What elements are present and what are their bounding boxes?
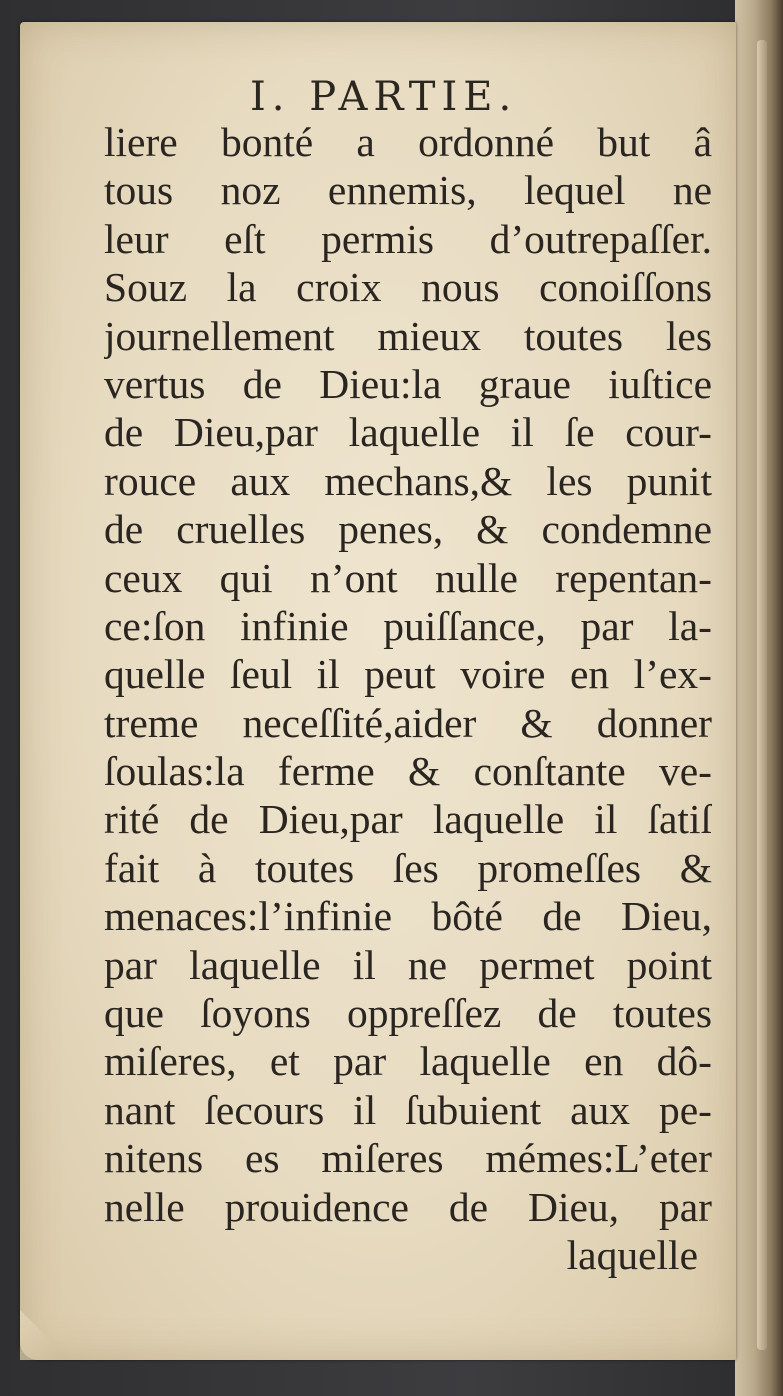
text-line: tous noz ennemis, lequel ne <box>104 167 712 214</box>
text-line: fait à toutes ſes promeſſes & <box>104 844 712 891</box>
catchword: laquelle <box>566 1231 698 1278</box>
text-line: journellement mieux toutes les <box>104 312 712 359</box>
text-line: de Dieu,par laquelle il ſe cour- <box>104 409 712 456</box>
text-line: menaces:l’infinie bôté de Dieu, <box>104 893 712 940</box>
text-line: ceux qui n’ont nulle repentan- <box>104 554 712 601</box>
body-text <box>104 118 712 1279</box>
text-line: treme neceſſité,aider & donner <box>104 699 712 746</box>
text-line: ſoulas:la ferme & conſtante ve- <box>104 748 712 795</box>
text-line: liere bonté a ordonné but â <box>104 119 712 165</box>
text-line: par laquelle il ne permet point <box>104 941 712 988</box>
text-line: nitens es miſeres mémes:L’eter <box>104 1135 712 1182</box>
text-line: Souz la croix nous conoiſſons <box>104 264 712 311</box>
text-line: nelle prouidence de Dieu, par <box>104 1183 712 1230</box>
text-line: quelle ſeul il peut voire en l’ex- <box>104 651 712 698</box>
text-line: miſeres, et par laquelle en dô- <box>104 1038 712 1085</box>
page-stack-edge <box>757 40 767 1350</box>
text-line: nant ſecours il ſubuient aux pe- <box>104 1086 712 1133</box>
text-line: de cruelles penes, & condemne <box>104 506 712 553</box>
text-line: rouce aux mechans,& les punit <box>104 457 712 504</box>
text-line: que ſoyons oppreſſez de toutes <box>104 990 712 1037</box>
text-line: vertus de Dieu:la graue iuſtice <box>104 360 712 407</box>
text-line: ce:ſon infinie puiſſance, par la- <box>104 602 712 649</box>
text-line: rité de Dieu,par laquelle il ſatiſ <box>104 796 712 843</box>
running-head: I. PARTIE. <box>250 74 518 120</box>
text-line: leur eſt permis d’outrepaſſer. <box>104 215 712 262</box>
